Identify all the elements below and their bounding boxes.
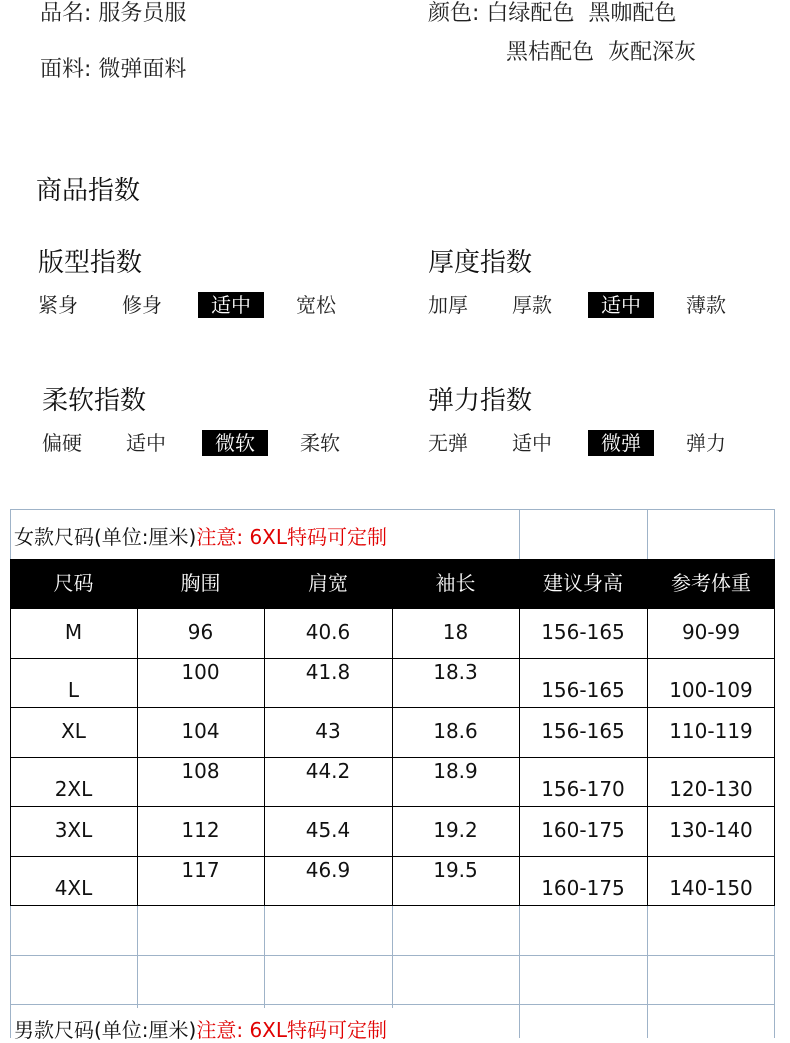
table-cell: 3XL: [54, 818, 93, 842]
thickness-option: 加厚: [428, 293, 468, 317]
table-cell: XL: [61, 719, 86, 743]
grid-line: [392, 905, 393, 1008]
thickness-option: 厚款: [512, 293, 552, 317]
table-cell: 18.9: [433, 759, 478, 783]
thickness-option: 薄款: [686, 293, 726, 317]
table-cell: 46.9: [305, 858, 351, 882]
table-cell: 4XL: [54, 876, 93, 900]
table-cell: 90-99: [681, 620, 741, 644]
elasticity-option: 无弹: [428, 431, 468, 455]
softness-option-selected: 微软: [202, 430, 268, 456]
table-cell: L: [67, 678, 80, 702]
index-section-title: 商品指数: [36, 176, 141, 206]
fit-option: 修身: [122, 293, 162, 317]
product-fabric-label: 面料:: [40, 57, 92, 82]
table-cell: 100-109: [669, 678, 753, 702]
table-cell: 156-165: [541, 620, 625, 644]
table-cell: 120-130: [669, 777, 753, 801]
product-colors-line1: 白绿配色 黑咖配色: [486, 1, 677, 26]
elasticity-option-selected: 微弹: [588, 430, 654, 456]
table-cell: 112: [181, 818, 220, 842]
table-cell: 44.2: [305, 759, 351, 783]
caption-men-text: 男款尺码(单位:厘米): [14, 1018, 197, 1042]
table-cell: 18.3: [433, 660, 478, 684]
table-header-cell: 建议身高: [543, 571, 623, 595]
table-cell: 45.4: [305, 818, 351, 842]
table-cell: 43: [315, 719, 341, 743]
table-cell: 19.2: [433, 818, 478, 842]
table-row: [10, 757, 775, 807]
table-caption-women: [14, 521, 387, 550]
table-header-cell: 尺码: [53, 571, 94, 595]
table-row: [10, 856, 775, 906]
softness-option: 柔软: [300, 431, 340, 455]
elasticity-option: 弹力: [686, 431, 726, 455]
product-colors: [428, 0, 676, 27]
table-cell: M: [64, 620, 83, 644]
table-cell: 156-165: [541, 719, 625, 743]
table-header-cell: 参考体重: [671, 571, 751, 595]
table-cell: 104: [181, 719, 220, 743]
product-fabric-value: 微弹面料: [98, 57, 187, 82]
table-cell: 130-140: [669, 818, 753, 842]
table-cell: 110-119: [669, 719, 753, 743]
size-table: [10, 509, 775, 1042]
table-cell: 19.5: [433, 858, 478, 882]
fit-option-selected: 适中: [198, 292, 264, 318]
softness-option: 适中: [126, 431, 166, 455]
table-cell: 2XL: [54, 777, 93, 801]
product-name-label: 品名:: [40, 1, 92, 26]
caption-men-note: 注意: 6XL特码可定制: [196, 1018, 388, 1042]
table-header-cell: 胸围: [180, 571, 221, 595]
product-name-value: 服务员服: [98, 1, 187, 26]
table-row: [10, 608, 775, 658]
table-header-cell: 肩宽: [308, 571, 348, 595]
table-cell: 117: [181, 858, 220, 882]
table-cell: 140-150: [669, 876, 753, 900]
table-caption-men: [14, 1014, 387, 1043]
softness-option: 偏硬: [42, 431, 82, 455]
elasticity-option: 适中: [512, 431, 552, 455]
table-cell: 156-170: [541, 777, 625, 801]
thickness-option-selected: 适中: [588, 292, 654, 318]
table-row: [10, 806, 775, 856]
table-cell: 160-175: [541, 818, 625, 842]
table-cell: 41.8: [305, 660, 351, 684]
fit-option: 宽松: [296, 293, 336, 317]
table-cell: 18: [442, 620, 469, 644]
table-cell: 40.6: [305, 620, 351, 644]
grid-line: [10, 509, 775, 510]
caption-women-text: 女款尺码(单位:厘米): [14, 525, 197, 549]
fit-option: 紧身: [38, 293, 78, 317]
table-header-cell: 袖长: [435, 571, 476, 595]
softness-index-title: 柔软指数: [42, 386, 147, 416]
grid-line: [137, 905, 138, 1008]
grid-line: [264, 905, 265, 1008]
table-row: [10, 707, 775, 757]
table-row: [10, 658, 775, 708]
product-colors-line2: 黑桔配色 灰配深灰: [506, 40, 696, 65]
table-cell: 96: [187, 620, 214, 644]
table-cell: 156-165: [541, 678, 625, 702]
caption-women-note: 注意: 6XL特码可定制: [196, 525, 388, 549]
table-cell: 108: [181, 759, 220, 783]
elasticity-index-title: 弹力指数: [428, 386, 533, 416]
fit-index-title: 版型指数: [38, 248, 143, 278]
thickness-index-title: 厚度指数: [428, 248, 533, 278]
table-cell: 160-175: [541, 876, 625, 900]
product-name: [40, 0, 186, 27]
table-cell: 18.6: [433, 719, 478, 743]
table-header-row: [10, 559, 775, 608]
table-cell: 100: [181, 660, 220, 684]
product-color-label: 颜色:: [428, 1, 480, 26]
product-fabric: [40, 52, 186, 83]
